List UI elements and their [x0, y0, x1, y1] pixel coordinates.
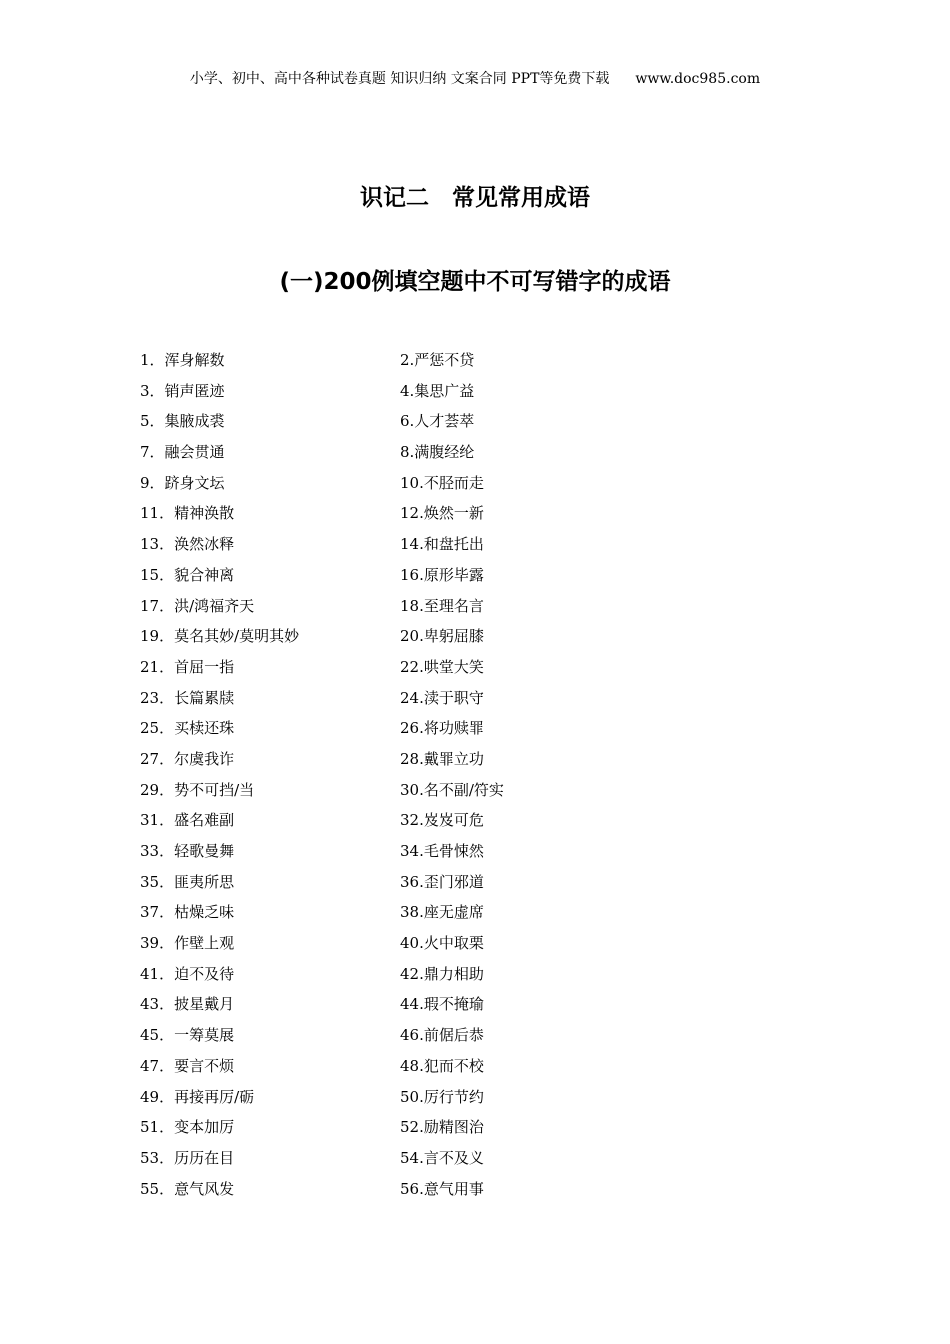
idiom-item: 41．迫不及待 — [140, 964, 235, 983]
idiom-row — [140, 684, 700, 715]
idiom-row — [140, 653, 700, 684]
idiom-row — [140, 530, 700, 561]
idiom-item: 50.厉行节约 — [400, 1087, 484, 1106]
idiom-item: 21．首屈一指 — [140, 657, 235, 676]
subsection-title: (一)200例填空题中不可写错字的成语 — [279, 269, 671, 295]
idiom-item: 15．貌合神离 — [140, 565, 235, 584]
idiom-item: 22.哄堂大笑 — [400, 657, 484, 676]
idiom-row — [140, 561, 700, 592]
idiom-item: 17．洪/鸿福齐天 — [140, 596, 255, 615]
idiom-item: 2.严惩不贷 — [400, 351, 475, 369]
idiom-item: 44.瑕不掩瑜 — [400, 995, 484, 1014]
idiom-row — [140, 745, 700, 776]
idiom-item: 54.言不及义 — [400, 1148, 484, 1167]
idiom-row — [140, 1021, 700, 1052]
idiom-item: 8.满腹经纶 — [400, 443, 475, 462]
idiom-item: 31．盛名难副 — [140, 811, 235, 830]
idiom-item: 27．尔虞我诈 — [140, 749, 235, 768]
idiom-item: 51．变本加厉 — [140, 1118, 235, 1137]
idiom-item: 40.火中取栗 — [400, 934, 484, 953]
idiom-item: 34.毛骨悚然 — [400, 842, 484, 860]
idiom-item: 18.至理名言 — [400, 596, 484, 615]
idiom-item: 5．集腋成裘 — [140, 412, 225, 431]
idiom-item: 45．一筹莫展 — [140, 1026, 235, 1045]
idiom-row — [140, 469, 700, 500]
idiom-item: 12.焕然一新 — [400, 504, 484, 523]
idiom-row — [140, 622, 700, 653]
idiom-item: 11．精神涣散 — [140, 504, 235, 523]
idiom-item: 6.人才荟萃 — [400, 412, 475, 431]
idiom-item: 30.名不副/符实 — [400, 780, 504, 799]
idiom-item: 32.岌岌可危 — [400, 811, 484, 830]
idiom-item: 43．披星戴月 — [140, 995, 235, 1014]
idiom-item: 28.戴罪立功 — [400, 749, 484, 768]
idiom-row — [140, 346, 700, 377]
idiom-item: 37．枯燥乏味 — [140, 903, 235, 922]
idiom-item: 3．销声匿迹 — [140, 381, 225, 400]
idiom-item: 29．势不可挡/当 — [140, 780, 255, 799]
idiom-item: 48.犯而不校 — [400, 1056, 484, 1075]
page-header — [0, 68, 950, 90]
idiom-item: 25．买椟还珠 — [140, 719, 235, 738]
idiom-row — [140, 714, 700, 745]
idiom-row — [140, 990, 700, 1021]
idiom-row — [140, 776, 700, 807]
idiom-row — [140, 806, 700, 837]
idiom-item: 35．匪夷所思 — [140, 872, 235, 891]
idiom-row — [140, 1144, 700, 1175]
idiom-row — [140, 499, 700, 530]
idiom-item: 49．再接再厉/砺 — [140, 1087, 255, 1106]
idiom-item: 38.座无虚席 — [400, 903, 484, 922]
header-slogan: 小学、初中、高中各种试卷真题 知识归纳 文案合同 PPT等免费下载 — [189, 71, 610, 87]
idiom-item: 1．浑身解数 — [140, 351, 225, 369]
idiom-item: 24.渎于职守 — [400, 688, 484, 707]
idiom-item: 46.前倨后恭 — [400, 1026, 484, 1045]
idiom-item: 7．融会贯通 — [140, 443, 225, 462]
idiom-item: 55．意气风发 — [140, 1179, 235, 1198]
idiom-row — [140, 929, 700, 960]
idiom-row — [140, 1175, 700, 1206]
idiom-item: 33．轻歌曼舞 — [140, 842, 235, 860]
idiom-item: 10.不胫而走 — [400, 473, 484, 492]
idiom-row — [140, 592, 700, 623]
idiom-row — [140, 898, 700, 929]
idiom-item: 16.原形毕露 — [400, 565, 484, 584]
idiom-item: 19．莫名其妙/莫明其妙 — [140, 627, 300, 646]
idiom-row — [140, 837, 700, 868]
idiom-row — [140, 1052, 700, 1083]
idiom-item: 53．历历在目 — [140, 1148, 235, 1167]
idiom-item: 39．作壁上观 — [140, 934, 235, 953]
idiom-item: 52.励精图治 — [400, 1118, 484, 1137]
idiom-row — [140, 868, 700, 899]
section-title: 识记二 常见常用成语 — [360, 185, 590, 211]
idiom-row — [140, 407, 700, 438]
header-site-url: www.doc985.com — [635, 71, 761, 87]
idiom-item: 9．跻身文坛 — [140, 473, 225, 492]
idiom-item: 23．长篇累牍 — [140, 688, 235, 707]
idiom-item: 14.和盘托出 — [400, 535, 484, 554]
idiom-item: 20.卑躬屈膝 — [400, 627, 484, 646]
idiom-item: 13．涣然冰释 — [140, 535, 235, 554]
idiom-item: 4.集思广益 — [400, 381, 475, 400]
idiom-item: 36.歪门邪道 — [400, 872, 484, 891]
idiom-row — [140, 377, 700, 408]
idiom-item: 26.将功赎罪 — [400, 719, 484, 738]
idiom-item: 42.鼎力相助 — [400, 964, 484, 983]
idiom-item: 56.意气用事 — [400, 1179, 484, 1198]
idiom-item: 47．要言不烦 — [140, 1056, 235, 1075]
idiom-list — [140, 346, 700, 1205]
idiom-row — [140, 1083, 700, 1114]
idiom-row — [140, 438, 700, 469]
idiom-row — [140, 960, 700, 991]
idiom-row — [140, 1113, 700, 1144]
